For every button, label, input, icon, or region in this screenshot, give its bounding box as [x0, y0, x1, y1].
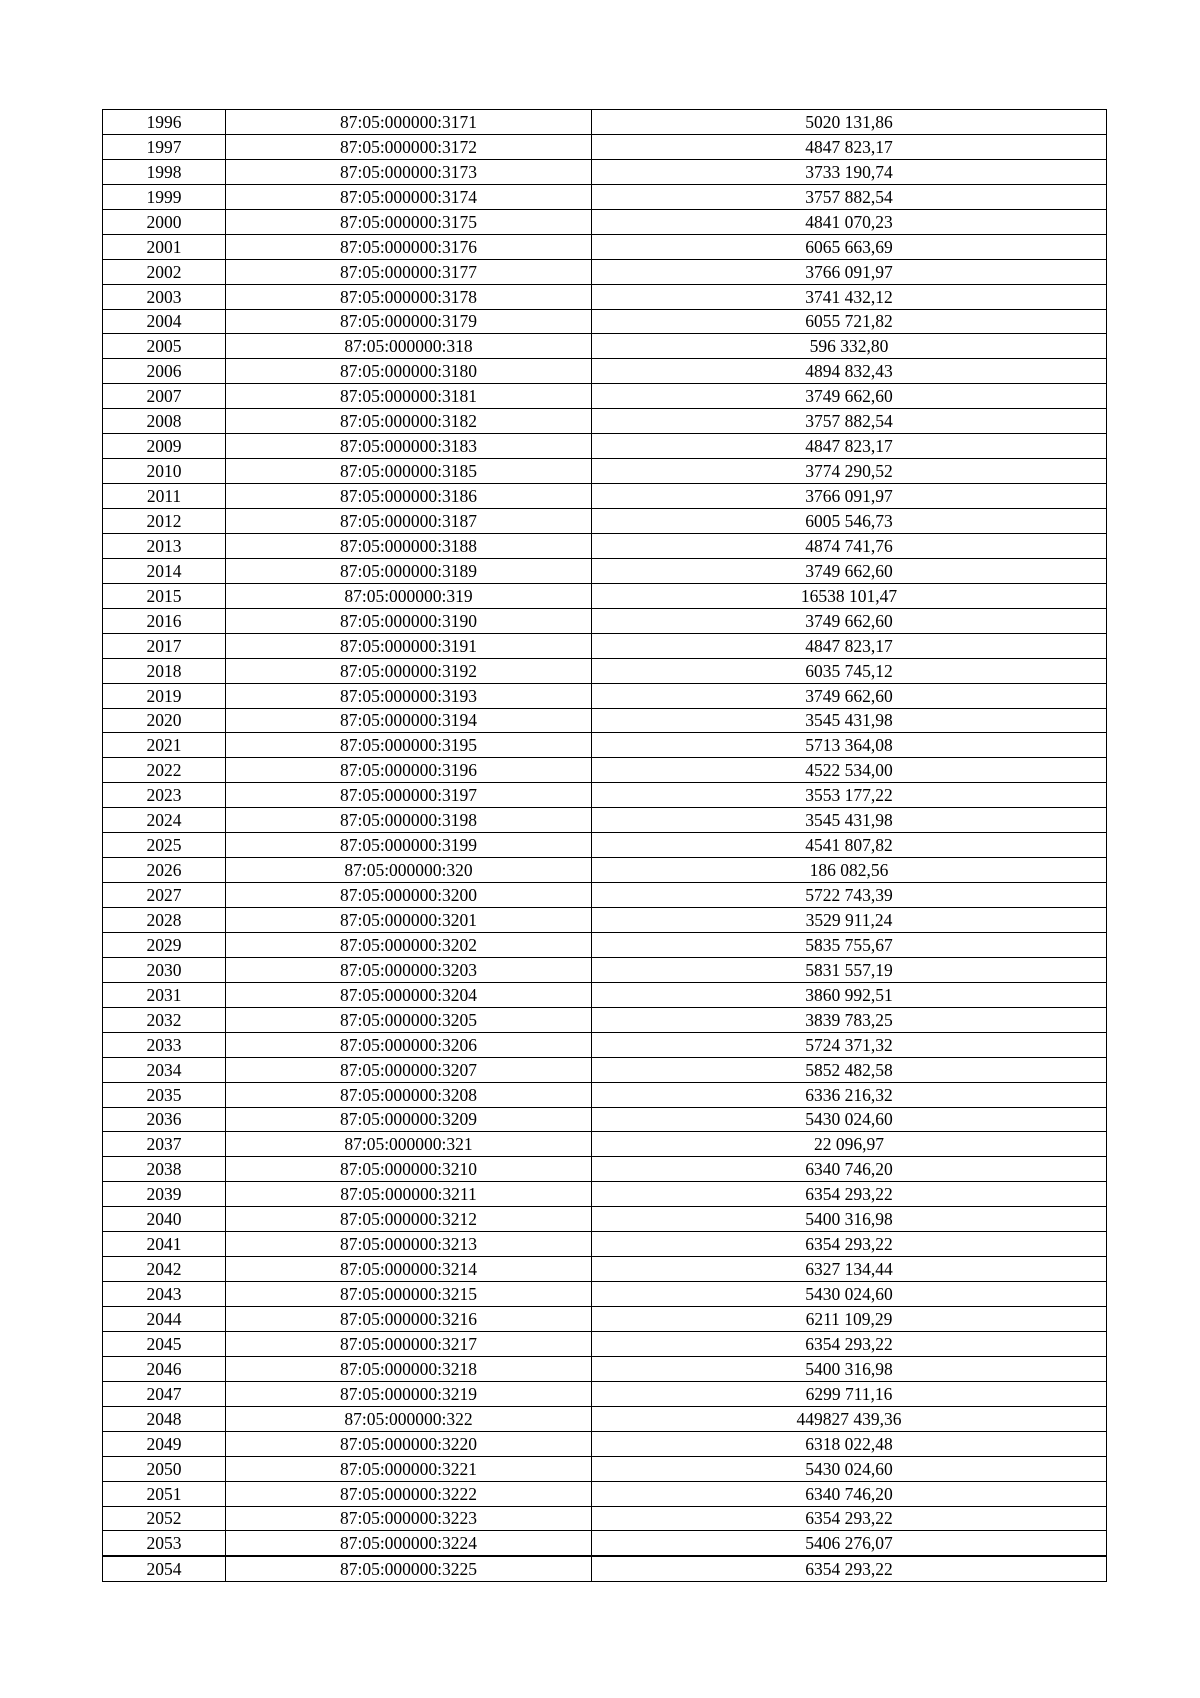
table-row [103, 1506, 1107, 1531]
table-row [103, 533, 1107, 558]
row-number-cell: 2028 [103, 908, 226, 933]
cadastral-number-cell: 87:05:000000:3215 [226, 1282, 592, 1307]
table-row [103, 957, 1107, 982]
cadastral-number-cell: 87:05:000000:3222 [226, 1481, 592, 1506]
cadastral-number-cell: 87:05:000000:3182 [226, 409, 592, 434]
row-number-cell: 2023 [103, 783, 226, 808]
cadastral-value-cell: 3529 911,24 [592, 908, 1107, 933]
table-row [103, 808, 1107, 833]
cadastral-value-cell: 5722 743,39 [592, 883, 1107, 908]
cadastral-number-cell: 87:05:000000:3198 [226, 808, 592, 833]
cadastral-number-cell: 87:05:000000:3209 [226, 1107, 592, 1132]
cadastral-value-cell: 5400 316,98 [592, 1207, 1107, 1232]
row-number-cell: 2053 [103, 1531, 226, 1556]
cadastral-value-cell: 3766 091,97 [592, 259, 1107, 284]
cadastral-value-cell: 6354 293,22 [592, 1556, 1107, 1581]
row-number-cell: 2042 [103, 1257, 226, 1282]
table-row [103, 833, 1107, 858]
table-row [103, 633, 1107, 658]
table-row [103, 1082, 1107, 1107]
table-row [103, 134, 1107, 159]
cadastral-number-cell: 87:05:000000:3207 [226, 1057, 592, 1082]
cadastral-value-cell: 6354 293,22 [592, 1331, 1107, 1356]
row-number-cell: 2012 [103, 509, 226, 534]
cadastral-value-cell: 5020 131,86 [592, 110, 1107, 135]
cadastral-number-cell: 87:05:000000:3176 [226, 234, 592, 259]
cadastral-number-cell: 87:05:000000:3218 [226, 1356, 592, 1381]
table-row [103, 284, 1107, 309]
cadastral-value-cell: 6005 546,73 [592, 509, 1107, 534]
cadastral-number-cell: 87:05:000000:3199 [226, 833, 592, 858]
row-number-cell: 2025 [103, 833, 226, 858]
cadastral-value-cell: 4847 823,17 [592, 134, 1107, 159]
row-number-cell: 1996 [103, 110, 226, 135]
table-row [103, 608, 1107, 633]
table-row [103, 783, 1107, 808]
table-row [103, 409, 1107, 434]
cadastral-value-cell: 3774 290,52 [592, 459, 1107, 484]
table-row [103, 1107, 1107, 1132]
cadastral-number-cell: 87:05:000000:3171 [226, 110, 592, 135]
table-row [103, 1032, 1107, 1057]
cadastral-number-cell: 87:05:000000:3185 [226, 459, 592, 484]
row-number-cell: 2005 [103, 334, 226, 359]
cadastral-number-cell: 87:05:000000:3205 [226, 1007, 592, 1032]
cadastral-value-cell: 3545 431,98 [592, 808, 1107, 833]
row-number-cell: 2004 [103, 309, 226, 334]
cadastral-value-cell: 5430 024,60 [592, 1107, 1107, 1132]
row-number-cell: 2016 [103, 608, 226, 633]
table-row [103, 908, 1107, 933]
cadastral-value-cell: 5831 557,19 [592, 957, 1107, 982]
row-number-cell: 2014 [103, 558, 226, 583]
cadastral-number-cell: 87:05:000000:3212 [226, 1207, 592, 1232]
cadastral-number-cell: 87:05:000000:3174 [226, 184, 592, 209]
row-number-cell: 2021 [103, 733, 226, 758]
row-number-cell: 2031 [103, 982, 226, 1007]
table-row [103, 1381, 1107, 1406]
row-number-cell: 2045 [103, 1331, 226, 1356]
table-row [103, 209, 1107, 234]
row-number-cell: 1997 [103, 134, 226, 159]
cadastral-value-cell: 6354 293,22 [592, 1182, 1107, 1207]
table-row [103, 1257, 1107, 1282]
cadastral-value-cell: 5400 316,98 [592, 1356, 1107, 1381]
table-row [103, 1431, 1107, 1456]
cadastral-number-cell: 87:05:000000:3173 [226, 159, 592, 184]
row-number-cell: 2046 [103, 1356, 226, 1381]
cadastral-value-cell: 3766 091,97 [592, 484, 1107, 509]
cadastral-value-cell: 3749 662,60 [592, 384, 1107, 409]
cadastral-value-cell: 6354 293,22 [592, 1232, 1107, 1257]
cadastral-value-cell: 3749 662,60 [592, 558, 1107, 583]
table-row [103, 1007, 1107, 1032]
row-number-cell: 2022 [103, 758, 226, 783]
cadastral-number-cell: 87:05:000000:3188 [226, 533, 592, 558]
cadastral-number-cell: 87:05:000000:3190 [226, 608, 592, 633]
table-row [103, 459, 1107, 484]
row-number-cell: 2029 [103, 932, 226, 957]
cadastral-value-cell: 596 332,80 [592, 334, 1107, 359]
cadastral-value-cell: 6055 721,82 [592, 309, 1107, 334]
cadastral-value-cell: 6340 746,20 [592, 1157, 1107, 1182]
row-number-cell: 2052 [103, 1506, 226, 1531]
cadastral-value-cell: 3749 662,60 [592, 683, 1107, 708]
row-number-cell: 2032 [103, 1007, 226, 1032]
cadastral-value-cell: 6318 022,48 [592, 1431, 1107, 1456]
table-row [103, 484, 1107, 509]
row-number-cell: 2019 [103, 683, 226, 708]
table-row [103, 932, 1107, 957]
cadastral-value-cell: 6354 293,22 [592, 1506, 1107, 1531]
cadastral-number-cell: 87:05:000000:3202 [226, 932, 592, 957]
table-row [103, 309, 1107, 334]
cadastral-value-cell: 22 096,97 [592, 1132, 1107, 1157]
table-row [103, 883, 1107, 908]
table-row [103, 982, 1107, 1007]
table-row [103, 334, 1107, 359]
table-row [103, 259, 1107, 284]
cadastral-number-cell: 87:05:000000:3194 [226, 708, 592, 733]
cadastral-number-cell: 87:05:000000:3213 [226, 1232, 592, 1257]
table-row [103, 1456, 1107, 1481]
cadastral-number-cell: 87:05:000000:3214 [226, 1257, 592, 1282]
row-number-cell: 1998 [103, 159, 226, 184]
cadastral-value-cell: 6065 663,69 [592, 234, 1107, 259]
row-number-cell: 2050 [103, 1456, 226, 1481]
table-row [103, 1182, 1107, 1207]
row-number-cell: 2015 [103, 583, 226, 608]
cadastral-value-cell: 3733 190,74 [592, 159, 1107, 184]
cadastral-number-cell: 87:05:000000:3196 [226, 758, 592, 783]
cadastral-number-cell: 87:05:000000:3217 [226, 1331, 592, 1356]
table-row [103, 858, 1107, 883]
cadastral-value-cell: 4522 534,00 [592, 758, 1107, 783]
row-number-cell: 2040 [103, 1207, 226, 1232]
cadastral-value-cell: 5430 024,60 [592, 1456, 1107, 1481]
cadastral-number-cell: 87:05:000000:3211 [226, 1182, 592, 1207]
row-number-cell: 2007 [103, 384, 226, 409]
row-number-cell: 2002 [103, 259, 226, 284]
cadastral-value-table [102, 109, 1107, 1582]
cadastral-value-cell: 6340 746,20 [592, 1481, 1107, 1506]
row-number-cell: 2006 [103, 359, 226, 384]
cadastral-number-cell: 87:05:000000:3192 [226, 658, 592, 683]
cadastral-value-cell: 3757 882,54 [592, 184, 1107, 209]
row-number-cell: 2013 [103, 533, 226, 558]
table-row [103, 1531, 1107, 1556]
cadastral-number-cell: 87:05:000000:320 [226, 858, 592, 883]
cadastral-value-cell: 449827 439,36 [592, 1406, 1107, 1431]
cadastral-value-cell: 5713 364,08 [592, 733, 1107, 758]
cadastral-value-cell: 3749 662,60 [592, 608, 1107, 633]
row-number-cell: 2038 [103, 1157, 226, 1182]
row-number-cell: 2010 [103, 459, 226, 484]
table-body [103, 110, 1107, 1582]
row-number-cell: 2026 [103, 858, 226, 883]
cadastral-number-cell: 87:05:000000:3204 [226, 982, 592, 1007]
row-number-cell: 2036 [103, 1107, 226, 1132]
row-number-cell: 2035 [103, 1082, 226, 1107]
cadastral-number-cell: 87:05:000000:3210 [226, 1157, 592, 1182]
row-number-cell: 2030 [103, 957, 226, 982]
cadastral-value-cell: 6327 134,44 [592, 1257, 1107, 1282]
cadastral-value-cell: 3545 431,98 [592, 708, 1107, 733]
table-row [103, 509, 1107, 534]
cadastral-value-cell: 186 082,56 [592, 858, 1107, 883]
cadastral-number-cell: 87:05:000000:3206 [226, 1032, 592, 1057]
row-number-cell: 2024 [103, 808, 226, 833]
row-number-cell: 2009 [103, 434, 226, 459]
cadastral-number-cell: 87:05:000000:3186 [226, 484, 592, 509]
cadastral-value-cell: 3741 432,12 [592, 284, 1107, 309]
cadastral-value-cell: 3860 992,51 [592, 982, 1107, 1007]
table-row [103, 1282, 1107, 1307]
cadastral-number-cell: 87:05:000000:3187 [226, 509, 592, 534]
row-number-cell: 1999 [103, 184, 226, 209]
cadastral-value-cell: 4894 832,43 [592, 359, 1107, 384]
cadastral-number-cell: 87:05:000000:3216 [226, 1307, 592, 1332]
cadastral-number-cell: 87:05:000000:3181 [226, 384, 592, 409]
row-number-cell: 2054 [103, 1556, 226, 1581]
cadastral-number-cell: 87:05:000000:3225 [226, 1556, 592, 1581]
table-row [103, 583, 1107, 608]
table-row [103, 184, 1107, 209]
table-row [103, 658, 1107, 683]
table-row [103, 1356, 1107, 1381]
row-number-cell: 2048 [103, 1406, 226, 1431]
row-number-cell: 2020 [103, 708, 226, 733]
table-row [103, 159, 1107, 184]
cadastral-number-cell: 87:05:000000:3189 [226, 558, 592, 583]
cadastral-value-cell: 6336 216,32 [592, 1082, 1107, 1107]
cadastral-number-cell: 87:05:000000:3178 [226, 284, 592, 309]
cadastral-number-cell: 87:05:000000:3197 [226, 783, 592, 808]
row-number-cell: 2039 [103, 1182, 226, 1207]
row-number-cell: 2003 [103, 284, 226, 309]
row-number-cell: 2033 [103, 1032, 226, 1057]
cadastral-value-cell: 5852 482,58 [592, 1057, 1107, 1082]
cadastral-value-cell: 4541 807,82 [592, 833, 1107, 858]
cadastral-value-cell: 5724 371,32 [592, 1032, 1107, 1057]
table-row [103, 708, 1107, 733]
row-number-cell: 2037 [103, 1132, 226, 1157]
row-number-cell: 2044 [103, 1307, 226, 1332]
cadastral-value-cell: 5430 024,60 [592, 1282, 1107, 1307]
table-row [103, 1232, 1107, 1257]
row-number-cell: 2041 [103, 1232, 226, 1257]
cadastral-number-cell: 87:05:000000:3195 [226, 733, 592, 758]
cadastral-value-cell: 5406 276,07 [592, 1531, 1107, 1556]
row-number-cell: 2049 [103, 1431, 226, 1456]
table-row [103, 1556, 1107, 1581]
cadastral-number-cell: 87:05:000000:3183 [226, 434, 592, 459]
table-row [103, 1406, 1107, 1431]
table-row [103, 1157, 1107, 1182]
row-number-cell: 2043 [103, 1282, 226, 1307]
table-row [103, 733, 1107, 758]
table-row [103, 1481, 1107, 1506]
cadastral-value-cell: 4841 070,23 [592, 209, 1107, 234]
cadastral-number-cell: 87:05:000000:3191 [226, 633, 592, 658]
table-row [103, 1331, 1107, 1356]
cadastral-number-cell: 87:05:000000:3175 [226, 209, 592, 234]
cadastral-value-cell: 6299 711,16 [592, 1381, 1107, 1406]
cadastral-number-cell: 87:05:000000:3172 [226, 134, 592, 159]
cadastral-number-cell: 87:05:000000:3201 [226, 908, 592, 933]
row-number-cell: 2001 [103, 234, 226, 259]
cadastral-value-cell: 4874 741,76 [592, 533, 1107, 558]
table-row [103, 384, 1107, 409]
row-number-cell: 2047 [103, 1381, 226, 1406]
table-row [103, 558, 1107, 583]
table-row [103, 1057, 1107, 1082]
row-number-cell: 2018 [103, 658, 226, 683]
table-row [103, 110, 1107, 135]
cadastral-value-cell: 16538 101,47 [592, 583, 1107, 608]
cadastral-value-cell: 5835 755,67 [592, 932, 1107, 957]
cadastral-number-cell: 87:05:000000:3219 [226, 1381, 592, 1406]
table-row [103, 1207, 1107, 1232]
table-row [103, 1307, 1107, 1332]
cadastral-number-cell: 87:05:000000:3224 [226, 1531, 592, 1556]
row-number-cell: 2034 [103, 1057, 226, 1082]
cadastral-number-cell: 87:05:000000:3177 [226, 259, 592, 284]
row-number-cell: 2008 [103, 409, 226, 434]
cadastral-number-cell: 87:05:000000:321 [226, 1132, 592, 1157]
cadastral-number-cell: 87:05:000000:3208 [226, 1082, 592, 1107]
cadastral-number-cell: 87:05:000000:3180 [226, 359, 592, 384]
cadastral-value-cell: 4847 823,17 [592, 633, 1107, 658]
cadastral-value-cell: 4847 823,17 [592, 434, 1107, 459]
table-row [103, 758, 1107, 783]
cadastral-value-cell: 3757 882,54 [592, 409, 1107, 434]
row-number-cell: 2011 [103, 484, 226, 509]
row-number-cell: 2051 [103, 1481, 226, 1506]
table-row [103, 434, 1107, 459]
cadastral-value-cell: 6211 109,29 [592, 1307, 1107, 1332]
row-number-cell: 2000 [103, 209, 226, 234]
cadastral-value-cell: 3839 783,25 [592, 1007, 1107, 1032]
cadastral-value-cell: 6035 745,12 [592, 658, 1107, 683]
cadastral-number-cell: 87:05:000000:322 [226, 1406, 592, 1431]
cadastral-number-cell: 87:05:000000:3193 [226, 683, 592, 708]
row-number-cell: 2017 [103, 633, 226, 658]
table-row [103, 359, 1107, 384]
cadastral-number-cell: 87:05:000000:3221 [226, 1456, 592, 1481]
cadastral-number-cell: 87:05:000000:3179 [226, 309, 592, 334]
cadastral-value-cell: 3553 177,22 [592, 783, 1107, 808]
cadastral-number-cell: 87:05:000000:3223 [226, 1506, 592, 1531]
table-row [103, 234, 1107, 259]
table-row [103, 1132, 1107, 1157]
cadastral-number-cell: 87:05:000000:3200 [226, 883, 592, 908]
cadastral-number-cell: 87:05:000000:319 [226, 583, 592, 608]
cadastral-number-cell: 87:05:000000:318 [226, 334, 592, 359]
row-number-cell: 2027 [103, 883, 226, 908]
cadastral-number-cell: 87:05:000000:3203 [226, 957, 592, 982]
table-row [103, 683, 1107, 708]
cadastral-number-cell: 87:05:000000:3220 [226, 1431, 592, 1456]
